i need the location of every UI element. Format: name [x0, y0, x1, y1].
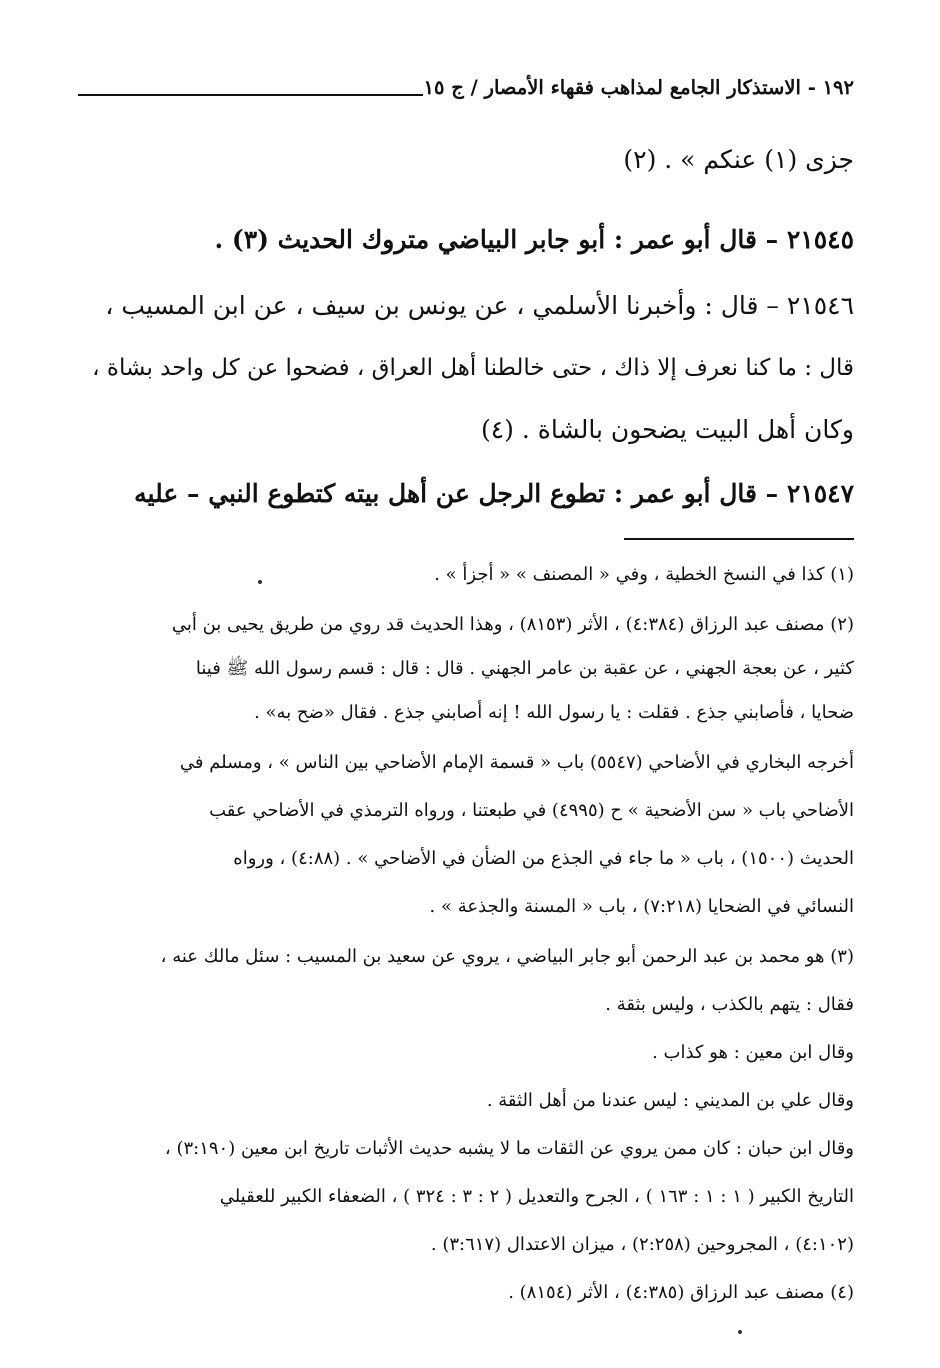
main-line: ٢١٥٤٥ – قال أبو عمر : أبو جابر البياضي متروك الحديث (٣) . — [214, 225, 854, 254]
footnote-line: فقال : يتهم بالكذب ، وليس بثقة . — [605, 994, 854, 1015]
main-line: ٢١٥٤٦ – قال : وأخبرنا الأسلمي ، عن يونس بن سيف ، عن ابن المسيب ، — [105, 291, 854, 320]
main-line: ٢١٥٤٧ – قال أبو عمر : تطوع الرجل عن أهل بيته كتطوع النبي – عليه — [134, 479, 854, 508]
footnote-line: (١) كذا في النسخ الخطية ، وفي « المصنف » « أجزأ » . — [434, 564, 854, 585]
main-line: جزى (١) عنكم » . (٢) — [623, 145, 854, 174]
speck — [738, 1330, 742, 1334]
footnote-line: (٤) مصنف عبد الرزاق (٤:٣٨٥) ، الأثر (٨١٥٤) . — [508, 1282, 854, 1303]
footnote-line: التاريخ الكبير ( ١ : ١ : ١٦٣ ) ، الجرح والتعديل ( ٢ : ٣ : ٣٢٤ ) ، الضعفاء الكبير للعقيلي — [219, 1186, 854, 1207]
footnote-line: (٣) هو محمد بن عبد الرحمن أبو جابر البياضي ، يروي عن سعيد بن المسيب : سئل مالك عنه ، — [160, 946, 854, 967]
footnote-line: أخرجه البخاري في الأضاحي (٥٥٤٧) باب « قسمة الإمام الأضاحي بين الناس » ، ومسلم في — [179, 752, 854, 773]
speck — [258, 580, 262, 584]
footnote-separator — [624, 538, 854, 540]
running-title: ١٩٢ - الاستذكار الجامع لمذاهب فقهاء الأمصار / ج ١٥ — [423, 76, 854, 99]
footnote-line: الأضاحي باب « سن الأضحية » ح (٤٩٩٥) في طبعتنا ، ورواه الترمذي في الأضاحي عقب — [209, 800, 854, 821]
footnote-line: (٤:١٠٢) ، المجروحين (٢:٢٥٨) ، ميزان الاعتدال (٣:٦١٧) . — [430, 1234, 854, 1255]
main-line: قال : ما كنا نعرف إلا ذاك ، حتى خالطنا أهل العراق ، فضحوا عن كل واحد بشاة ، — [92, 355, 854, 381]
page-header — [78, 76, 854, 116]
footnote-line: النسائي في الضحايا (٧:٢١٨) ، باب « المسنة والجذعة » . — [429, 896, 854, 917]
footnote-line: الحديث (١٥٠٠) ، باب « ما جاء في الجذع من الضأن في الأضاحي » . (٤:٨٨) ، ورواه — [233, 848, 854, 869]
main-line: وكان أهل البيت يضحون بالشاة . (٤) — [480, 415, 854, 444]
footnote-line: (٢) مصنف عبد الرزاق (٤:٣٨٤) ، الأثر (٨١٥٣) ، وهذا الحديث قد روي من طريق يحيى بن أبي — [171, 614, 854, 635]
footnote-line: ضحايا ، فأصابني جذع . فقلت : يا رسول الله ! إنه أصابني جذع . فقال «ضح به» . — [254, 702, 854, 723]
footnote-line: وقال علي بن المديني : ليس عندنا من أهل الثقة . — [486, 1090, 854, 1111]
footnote-line: وقال ابن معين : هو كذاب . — [652, 1042, 854, 1063]
footnote-line: وقال ابن حبان : كان ممن يروي عن الثقات ما لا يشبه حديث الأثبات تاريخ ابن معين (٣:١٩٠) ، — [164, 1138, 854, 1159]
footnote-line: كثير ، عن بعجة الجهني ، عن عقبة بن عامر الجهني . قال : قال : قسم رسول الله ﷺ فينا — [195, 658, 854, 679]
header-rule — [78, 94, 423, 96]
